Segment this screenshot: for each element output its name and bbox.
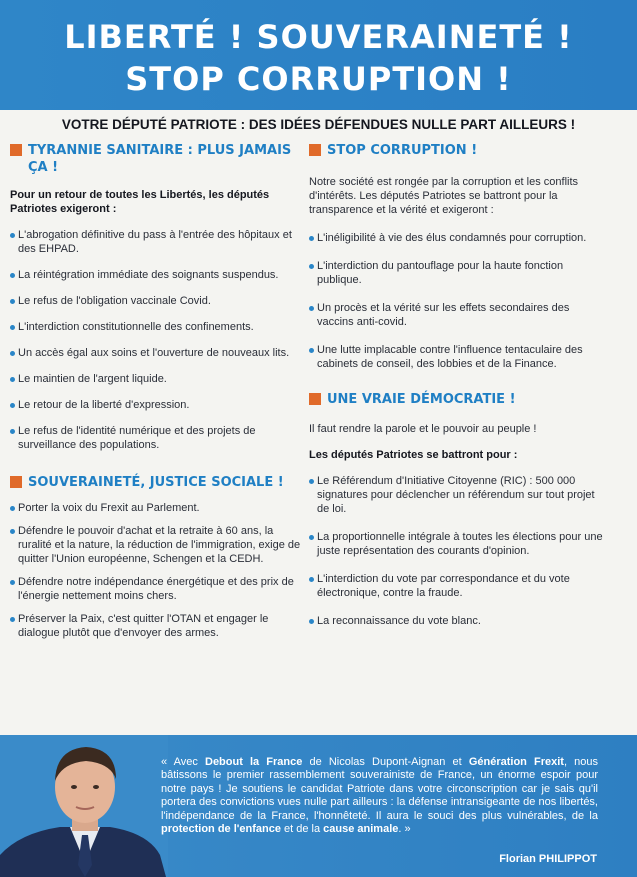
portrait-photo: [0, 735, 168, 877]
quote-text: « Avec Debout la France de Nicolas Dupont-Aignan et Génération Frexit, nous bâtissons le premier rassemblement souverainiste de France, un énorme espoir pour notre pays ! Je soutiens le candidat Patriote dans votre circonscription car je sais qu'il portera des convictions vues nulle part ailleurs : la défense intransigeante de nos libertés, l'indépendance de la France, l'honnêteté. Il aura le souci des plus vulnérables, de la protection de l'enfance et de la cause animale. »: [161, 756, 598, 836]
souverainete-list: [10, 501, 302, 640]
list-item: Défendre le pouvoir d'achat et la retraite à 60 ans, la ruralité et la nature, la réduction de l'immigration, exige de quitter l'Union européenne, Schengen et la CEDH.: [10, 524, 302, 566]
header-banner: [0, 0, 637, 110]
list-item: Défendre notre indépendance énergétique et des prix de l'énergie nettement moins chers.: [10, 575, 302, 603]
orange-square-icon: [309, 393, 321, 405]
list-item: La réintégration immédiate des soignants suspendus.: [10, 268, 302, 282]
section-title-corruption: [309, 142, 609, 159]
list-item: L'abrogation définitive du pass à l'entrée des hôpitaux et des EHPAD.: [10, 228, 302, 256]
corruption-list: [309, 231, 609, 371]
list-item: L'interdiction constitutionnelle des confinements.: [10, 320, 302, 334]
list-item: Le refus de l'identité numérique et des projets de surveillance des populations.: [10, 424, 302, 452]
list-item: L'inéligibilité à vie des élus condamnés pour corruption.: [309, 231, 609, 245]
section-intro: Il faut rendre la parole et le pouvoir au peuple !: [309, 423, 537, 435]
section-intro-bold: Les députés Patriotes se battront pour :: [309, 449, 518, 461]
section-title-tyrannie: [10, 142, 302, 176]
list-item: L'interdiction du vote par correspondance et du vote électronique, contre la fraude.: [309, 572, 609, 600]
quote-banner: [0, 735, 637, 877]
list-item: La proportionnelle intégrale à toutes les élections pour une juste représentation des courants d'opinion.: [309, 530, 609, 558]
list-item: Une lutte implacable contre l'influence tentaculaire des cabinets de conseil, des lobbies et de la Finance.: [309, 343, 609, 371]
list-item: Le maintien de l'argent liquide.: [10, 372, 302, 386]
list-item: Le refus de l'obligation vaccinale Covid.: [10, 294, 302, 308]
section-intro: Notre société est rongée par la corruption et les conflits d'intérêts. Les députés Patriotes se battront pour la transparence et la vérité et exigeront :: [309, 176, 579, 216]
list-item: L'interdiction du pantouflage pour la haute fonction publique.: [309, 259, 609, 287]
section-intro: Pour un retour de toutes les Libertés, les députés Patriotes exigeront :: [10, 189, 270, 215]
subtitle: VOTRE DÉPUTÉ PATRIOTE : DES IDÉES DÉFENDUES NULLE PART AILLEURS !: [61, 117, 576, 132]
headline-line2: STOP CORRUPTION !: [125, 60, 512, 98]
tyrannie-list: [10, 228, 302, 452]
section-title-souverainete: [10, 474, 302, 491]
list-item: La reconnaissance du vote blanc.: [309, 614, 609, 628]
section-title-text: SOUVERAINETÉ, JUSTICE SOCIALE !: [28, 475, 284, 490]
list-item: Préserver la Paix, c'est quitter l'OTAN et engager le dialogue plutôt que d'envoyer des armes.: [10, 612, 302, 640]
section-title-text: UNE VRAIE DÉMOCRATIE !: [327, 392, 516, 407]
list-item: Un procès et la vérité sur les effets secondaires des vaccins anti-covid.: [309, 301, 609, 329]
list-item: Le Référendum d'Initiative Citoyenne (RIC) : 500 000 signatures pour déclencher un référendum sur tout projet de loi.: [309, 474, 609, 516]
section-title-text: TYRANNIE SANITAIRE : PLUS JAMAIS ÇA !: [28, 143, 292, 175]
headline-line1: LIBERTÉ ! SOUVERAINETÉ !: [64, 18, 573, 56]
section-title-democratie: [309, 391, 609, 408]
orange-square-icon: [309, 144, 321, 156]
left-column: [10, 142, 302, 640]
section-title-text: STOP CORRUPTION !: [327, 143, 478, 158]
list-item: Porter la voix du Frexit au Parlement.: [10, 501, 302, 515]
signature: Florian PHILIPPOT: [499, 853, 597, 865]
list-item: Le retour de la liberté d'expression.: [10, 398, 302, 412]
right-column: [309, 142, 609, 628]
democratie-list: [309, 474, 609, 628]
list-item: Un accès égal aux soins et l'ouverture de nouveaux lits.: [10, 346, 302, 360]
orange-square-icon: [10, 476, 22, 488]
orange-square-icon: [10, 144, 22, 156]
